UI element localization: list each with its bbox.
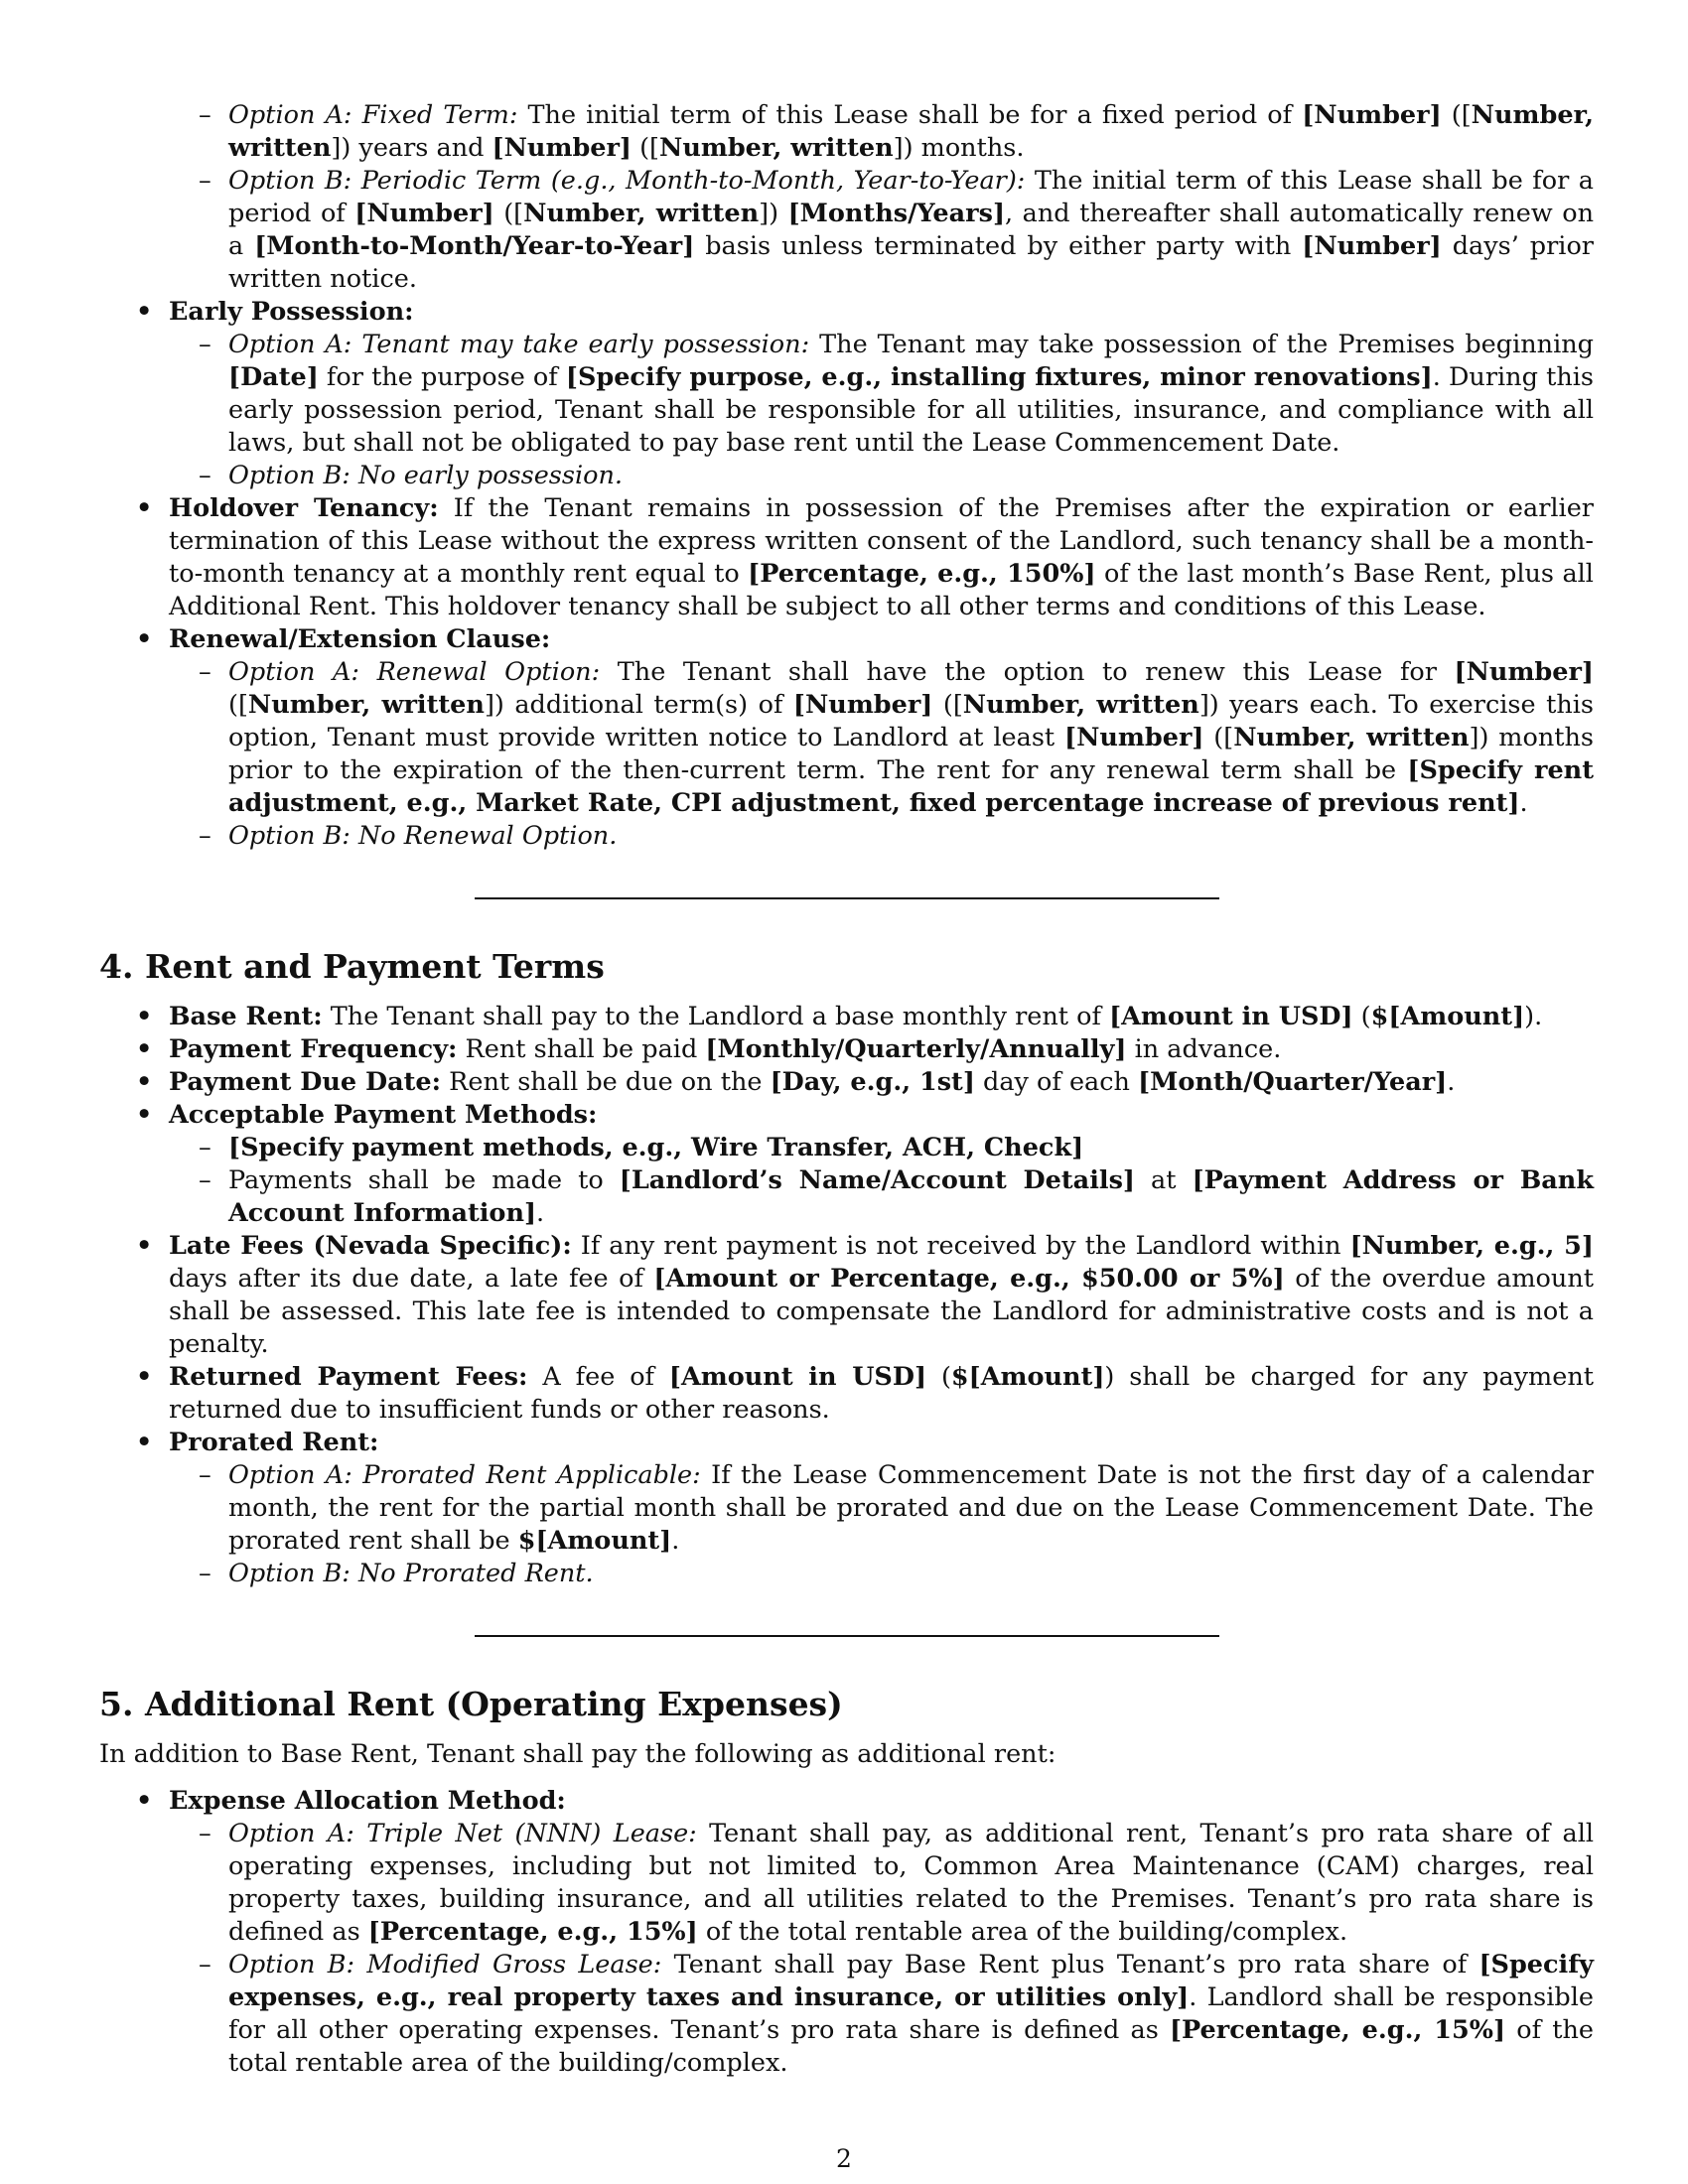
- modified-gross-option: – Option B: Modified Gross Lease: Tenant shall pay Base Rent plus Tenant’s pro rata share of [Specify expenses, e.g., real property taxes and insurance, or utilities only]. Landlord shall be responsible for all other operating expenses. Tenant’s pro rata share is defined as [Percentage, e.g., 15%] of the total rentable area of the building/complex.: [169, 1949, 1594, 2080]
- early-possession-option-b: – Option B: No early possession.: [169, 460, 1594, 492]
- option-a-fixed-term: – Option A: Fixed Term: The initial term of this Lease shall be for a fixed period of [Number] ([Number, written]) years and [Number] ([Number, written]) months.: [169, 99, 1594, 165]
- holdover-tenancy-item: • Holdover Tenancy: If the Tenant remains in possession of the Premises after the expiration or earlier termination of this Lease without the express written consent of the Landlord, such tenancy shall be a month-to-month tenancy at a monthly rent equal to [Percentage, e.g., 150%] of the last month’s Base Rent, plus all Additional Rent. This holdover tenancy shall be subject to all other terms and conditions of this Lease.: [99, 492, 1594, 623]
- section-5-intro: In addition to Base Rent, Tenant shall pay the following as additional rent:: [99, 1739, 1056, 1769]
- section-3-bullets: [99, 296, 1594, 853]
- base-rent-item: • Base Rent: The Tenant shall pay to the Landlord a base monthly rent of [Amount in USD] ($[Amount]).: [99, 1001, 1594, 1033]
- payment-frequency-item: • Payment Frequency: Rent shall be paid [Monthly/Quarterly/Annually] in advance.: [99, 1033, 1594, 1066]
- early-possession-item: • Early Possession: – Option A: Tenant may take early possession: The Tenant may take possession of the Premises beginning [Date] for the purpose of [Specify purpose, e.g., installing fixtures, minor renovations]. During this early possession period, Tenant shall be responsible for all utilities, insurance, and compliance with all laws, but shall not be obligated to pay base rent until the Lease Commencement Date. – Option B: No early possession.: [99, 296, 1594, 492]
- payment-methods-item: • Acceptable Payment Methods: – [Specify payment methods, e.g., Wire Transfer, ACH, Check] – Payments shall be made to [Landlord’s Name/Account Details] at [Payment Address or Bank Account Information].: [99, 1099, 1594, 1230]
- prorated-option-b: – Option B: No Prorated Rent.: [169, 1558, 1594, 1590]
- section-divider: [475, 1635, 1219, 1637]
- payment-methods-list-item: – [Specify payment methods, e.g., Wire Transfer, ACH, Check]: [169, 1132, 1594, 1164]
- early-possession-option-a: – Option A: Tenant may take early possession: The Tenant may take possession of the Premises beginning [Date] for the purpose of [Specify purpose, e.g., installing fixtures, minor renovations]. During this early possession period, Tenant shall be responsible for all utilities, insurance, and compliance with all laws, but shall not be obligated to pay base rent until the Lease Commencement Date.: [169, 329, 1594, 460]
- section-5-heading: 5. Additional Rent (Operating Expenses): [99, 1685, 843, 1723]
- nnn-lease-option: – Option A: Triple Net (NNN) Lease: Tenant shall pay, as additional rent, Tenant’s pro rata share of all operating expenses, including but not limited to, Common Area Maintenance (CAM) charges, real property taxes, building insurance, and all utilities related to the Premises. Tenant’s pro rata share is defined as [Percentage, e.g., 15%] of the total rentable area of the building/complex.: [169, 1818, 1594, 1949]
- prorated-option-a: – Option A: Prorated Rent Applicable: If the Lease Commencement Date is not the first day of a calendar month, the rent for the partial month shall be prorated and due on the Lease Commencement Date. The prorated rent shall be $[Amount].: [169, 1459, 1594, 1558]
- payment-due-date-item: • Payment Due Date: Rent shall be due on the [Day, e.g., 1st] day of each [Month/Quarter/Year].: [99, 1066, 1594, 1099]
- section-4-bullets: [99, 1001, 1594, 1590]
- payment-destination-item: – Payments shall be made to [Landlord’s Name/Account Details] at [Payment Address or Bank Account Information].: [169, 1164, 1594, 1230]
- page-number: 2: [836, 2144, 852, 2173]
- late-fees-item: • Late Fees (Nevada Specific): If any rent payment is not received by the Landlord within [Number, e.g., 5] days after its due date, a late fee of [Amount or Percentage, e.g., $50.00 or 5%] of the overdue amount shall be assessed. This late fee is intended to compensate the Landlord for administrative costs and is not a penalty.: [99, 1230, 1594, 1361]
- prorated-rent-item: • Prorated Rent: – Option A: Prorated Rent Applicable: If the Lease Commencement Date is not the first day of a calendar month, the rent for the partial month shall be prorated and due on the Lease Commencement Date. The prorated rent shall be $[Amount]. – Option B: No Prorated Rent.: [99, 1427, 1594, 1590]
- term-options-list: [169, 99, 1594, 296]
- renewal-option-b: – Option B: No Renewal Option.: [169, 820, 1594, 853]
- renewal-option-a: – Option A: Renewal Option: The Tenant shall have the option to renew this Lease for [Number] ([Number, written]) additional term(s) of [Number] ([Number, written]) years each. To exercise this option, Tenant must provide written notice to Landlord at least [Number] ([Number, written]) months prior to the expiration of the then-current term. The rent for any renewal term shall be [Specify rent adjustment, e.g., Market Rate, CPI adjustment, fixed percentage increase of previous rent].: [169, 656, 1594, 820]
- section-5-bullets: [99, 1785, 1594, 2080]
- renewal-clause-item: • Renewal/Extension Clause: – Option A: Renewal Option: The Tenant shall have the option to renew this Lease for [Number] ([Number, written]) additional term(s) of [Number] ([Number, written]) years each. To exercise this option, Tenant must provide written notice to Landlord at least [Number] ([Number, written]) months prior to the expiration of the then-current term. The rent for any renewal term shall be [Specify rent adjustment, e.g., Market Rate, CPI adjustment, fixed percentage increase of previous rent]. – Option B: No Renewal Option.: [99, 623, 1594, 853]
- option-b-periodic-term: – Option B: Periodic Term (e.g., Month-to-Month, Year-to-Year): The initial term of this Lease shall be for a period of [Number] ([Number, written]) [Months/Years], and thereafter shall automatically renew on a [Month-to-Month/Year-to-Year] basis unless terminated by either party with [Number] days’ prior written notice.: [169, 165, 1594, 296]
- section-divider: [475, 897, 1219, 899]
- section-4-heading: 4. Rent and Payment Terms: [99, 947, 605, 986]
- expense-allocation-item: • Expense Allocation Method: – Option A: Triple Net (NNN) Lease: Tenant shall pay, as additional rent, Tenant’s pro rata share of all operating expenses, including but not limited to, Common Area Maintenance (CAM) charges, real property taxes, building insurance, and all utilities related to the Premises. Tenant’s pro rata share is defined as [Percentage, e.g., 15%] of the total rentable area of the building/complex. – Option B: Modified Gross Lease: Tenant shall pay Base Rent plus Tenant’s pro rata share of [Specify expenses, e.g., real property taxes and insurance, or utilities only]. Landlord shall be responsible for all other operating expenses. Tenant’s pro rata share is defined as [Percentage, e.g., 15%] of the total rentable area of the building/complex.: [99, 1785, 1594, 2080]
- document-page: [99, 99, 1594, 2080]
- returned-payment-fees-item: • Returned Payment Fees: A fee of [Amount in USD] ($[Amount]) shall be charged for any payment returned due to insufficient funds or other reasons.: [99, 1361, 1594, 1427]
